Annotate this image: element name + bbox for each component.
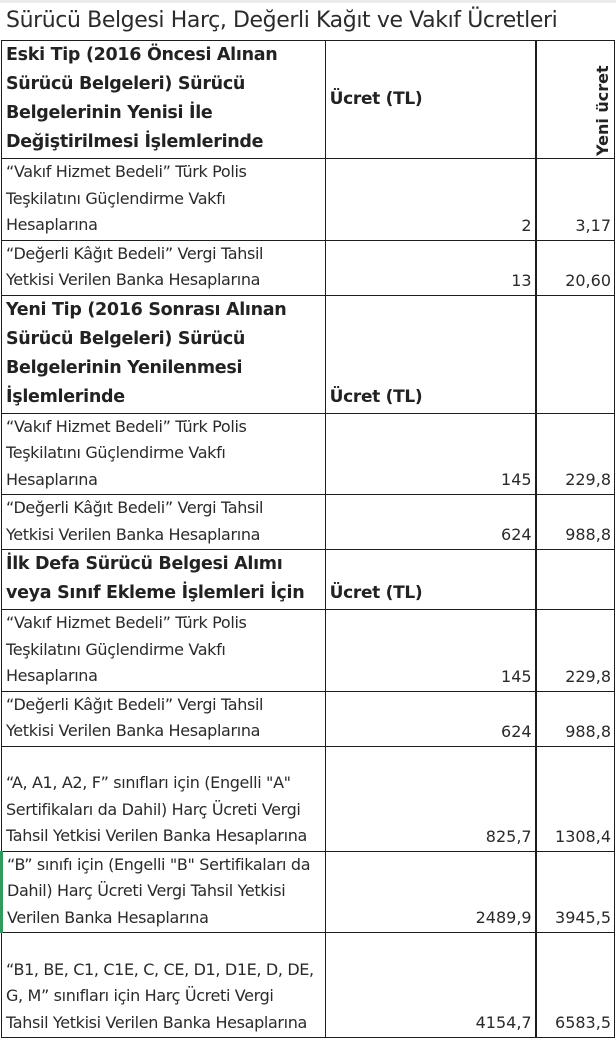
desc-line: Dahil) Harç Ücreti Vergi Tahsil Yetkisi <box>7 881 286 900</box>
desc-line: “Değerli Kâğıt Bedeli” Vergi Tahsil <box>6 243 264 263</box>
desc-line: Tahsil Yetkisi Verilen Banka Hesaplarına <box>6 826 308 845</box>
fee-column-header: Ücret (TL) <box>325 550 536 610</box>
header-line: veya Sınıf Ekleme İşlemleri İçin <box>6 583 305 603</box>
fee-value: 624 <box>325 495 536 550</box>
new-fee-column-header <box>536 41 615 159</box>
new-fee-value: 1308,4 <box>536 746 615 851</box>
fee-description <box>2 933 326 1038</box>
desc-line: Teşkilatını Güçlendirme Vakfı <box>6 443 226 462</box>
fee-value: 2489,9 <box>325 851 536 933</box>
desc-line: “Vakıf Hizmet Bedeli” Türk Polis <box>6 162 247 181</box>
desc-line: Tahsil Yetkisi Verilen Banka Hesaplarına <box>6 1012 308 1032</box>
fee-value: 13 <box>325 240 536 295</box>
table-row <box>2 610 615 692</box>
desc-line: Hesaplarına <box>6 215 98 234</box>
desc-line: Yetkisi Verilen Banka Hesaplarına <box>6 721 261 740</box>
header-line: Değiştirilmesi İşlemlerinde <box>6 132 264 152</box>
fee-description <box>2 159 326 241</box>
desc-line: Teşkilatını Güçlendirme Vakfı <box>6 188 226 208</box>
new-fee-rotated-label: Yeni ücret <box>592 65 612 156</box>
empty-cell <box>536 295 615 413</box>
table-row <box>2 413 615 495</box>
empty-cell <box>536 550 615 610</box>
fee-description <box>2 746 326 851</box>
fee-value: 4154,7 <box>325 933 536 1038</box>
header-line: Sürücü Belgeleri) Sürücü <box>6 328 246 349</box>
new-fee-value: 3945,5 <box>536 851 615 933</box>
new-fee-value: 3,17 <box>536 159 615 241</box>
desc-line: Teşkilatını Güçlendirme Vakfı <box>6 639 226 659</box>
table-row <box>2 851 615 933</box>
desc-line: “A, A1, A2, F” sınıfları için (Engelli "A" <box>6 773 291 792</box>
desc-line: “Vakıf Hizmet Bedeli” Türk Polis <box>6 613 247 632</box>
new-fee-value: 229,8 <box>536 610 615 692</box>
desc-line: G, M” sınıfları için Harç Ücreti Vergi <box>6 986 274 1005</box>
desc-line: Sertifikaları da Dahil) Harç Ücreti Vergi <box>6 799 301 819</box>
header-line: İlk Defa Sürücü Belgesi Alımı <box>6 554 283 574</box>
desc-line: “Değerli Kâğıt Bedeli” Vergi Tahsil <box>6 694 264 714</box>
fee-description <box>2 413 326 495</box>
section-header-row <box>2 41 615 159</box>
fee-value: 2 <box>325 159 536 241</box>
header-line: Belgelerinin Yenisi İle <box>6 103 213 123</box>
fee-column-header: Ücret (TL) <box>325 41 536 159</box>
header-line: Yeni Tip (2016 Sonrası Alınan <box>6 299 287 320</box>
header-line: Eski Tip (2016 Öncesi Alınan <box>6 45 278 65</box>
table-row <box>2 691 615 746</box>
new-fee-value: 20,60 <box>536 240 615 295</box>
table-row <box>2 746 615 851</box>
desc-line: Verilen Banka Hesaplarına <box>7 907 209 927</box>
fee-description <box>2 691 326 746</box>
fee-description <box>2 610 326 692</box>
section-header <box>2 550 326 610</box>
fee-description <box>2 851 326 933</box>
header-line: Belgelerinin Yenilenmesi <box>6 357 243 378</box>
desc-line: “Vakıf Hizmet Bedeli” Türk Polis <box>6 416 247 436</box>
desc-line: Yetkisi Verilen Banka Hesaplarına <box>6 270 261 289</box>
new-fee-value: 988,8 <box>536 691 615 746</box>
table-row <box>2 159 615 241</box>
section-header <box>2 41 326 159</box>
page-title: Sürücü Belgesi Harç, Değerli Kağıt ve Vakıf Ücretleri <box>6 8 558 33</box>
header-line: İşlemlerinde <box>6 386 125 407</box>
table-row <box>2 240 615 295</box>
fees-table <box>0 40 615 1038</box>
section-header <box>2 295 326 413</box>
fee-description <box>2 240 326 295</box>
table-row <box>2 933 615 1038</box>
header-line: Sürücü Belgeleri) Sürücü <box>6 74 246 94</box>
desc-line: “B” sınıfı için (Engelli "B" Sertifikaları da <box>7 854 311 874</box>
desc-line: Hesaplarına <box>6 469 98 489</box>
fee-value: 145 <box>325 610 536 692</box>
fee-value: 825,7 <box>325 746 536 851</box>
section-header-row <box>2 550 615 610</box>
fee-description <box>2 495 326 550</box>
desc-line: Hesaplarına <box>6 666 98 685</box>
section-header-row <box>2 295 615 413</box>
desc-line: “Değerli Kâğıt Bedeli” Vergi Tahsil <box>6 498 264 517</box>
new-fee-value: 988,8 <box>536 495 615 550</box>
top-edge-strip <box>0 0 616 3</box>
desc-line: Yetkisi Verilen Banka Hesaplarına <box>6 524 261 544</box>
new-fee-value: 229,8 <box>536 413 615 495</box>
table-row <box>2 495 615 550</box>
new-fee-value: 6583,5 <box>536 933 615 1038</box>
desc-line: “B1, BE, C1, C1E, C, CE, D1, D1E, D, DE, <box>6 959 314 979</box>
fee-value: 624 <box>325 691 536 746</box>
fee-value: 145 <box>325 413 536 495</box>
fee-column-header: Ücret (TL) <box>325 295 536 413</box>
